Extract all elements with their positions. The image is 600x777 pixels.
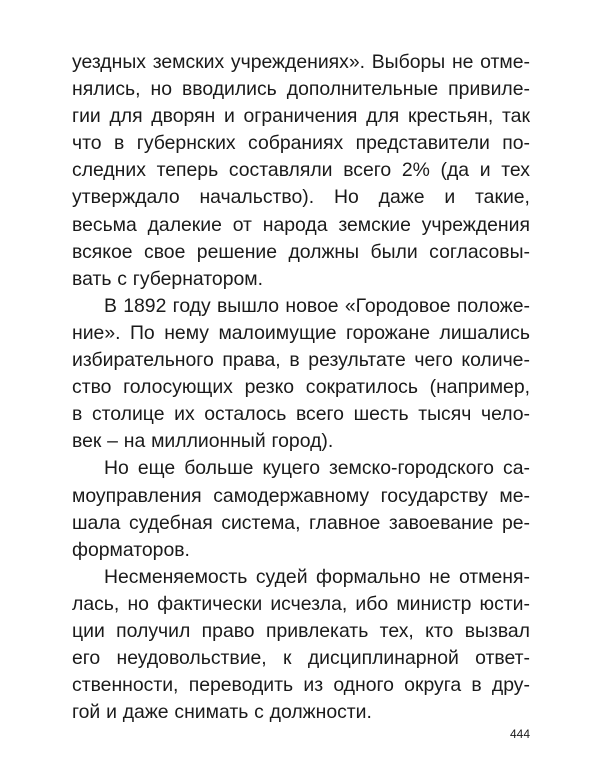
text-line: лась, но фактически исчезла, ибо министр юсти- (72, 592, 530, 615)
text-line: ние». По нему малоимущие горожане лишались (72, 321, 530, 344)
page-number: 444 (510, 727, 531, 741)
paragraph (72, 49, 530, 293)
text-line: его неудовольствие, к дисциплинарной ответ- (72, 647, 530, 670)
text-line: в столице их осталось всего шесть тысяч чело- (72, 403, 530, 426)
text-line: гой и даже снимать с должности. (72, 701, 372, 724)
text-line: утверждало начальство). Но даже и такие, (72, 186, 530, 209)
text-line: весьма далекие от народа земские учреждения (72, 213, 530, 236)
text-line: гии для дворян и ограничения для крестьян, так (72, 105, 530, 128)
paragraph (72, 455, 530, 563)
text-line: шала судебная система, главное завоевание ре- (72, 511, 530, 534)
text-line: форматоров. (72, 538, 190, 561)
text-line: избирательного права, в результате чего количе- (72, 349, 530, 372)
text-line: моуправления самодержавному государству ме- (72, 484, 530, 507)
paragraph (72, 293, 530, 456)
text-line: что в губернских собраниях представители по- (72, 132, 530, 155)
text-line: уездных земских учреждениях». Выборы не отме- (72, 51, 530, 73)
page-body (72, 49, 530, 726)
text-line: нялись, но вводились дополнительные привиле- (72, 78, 530, 101)
text-line: Несменяемость судей формально не отменя- (104, 565, 530, 588)
text-line: вать с губернатором. (72, 267, 264, 290)
text-line: век – на миллионный город). (72, 430, 334, 453)
paragraph (72, 564, 530, 727)
text-line: всякое свое решение должны были согласовы- (72, 240, 530, 263)
text-line: Но еще больше куцего земско-городского са- (104, 457, 530, 480)
text-line: ции получил право привлекать тех, кто вызвал (72, 619, 530, 642)
text-line: ственности, переводить из одного округа в дру- (72, 674, 530, 697)
text-line: ство голосующих резко сократилось (например, (72, 376, 530, 399)
text-line: В 1892 году вышло новое «Городовое положе- (104, 294, 530, 317)
text-line: следних теперь составляли всего 2% (да и тех (72, 159, 530, 182)
